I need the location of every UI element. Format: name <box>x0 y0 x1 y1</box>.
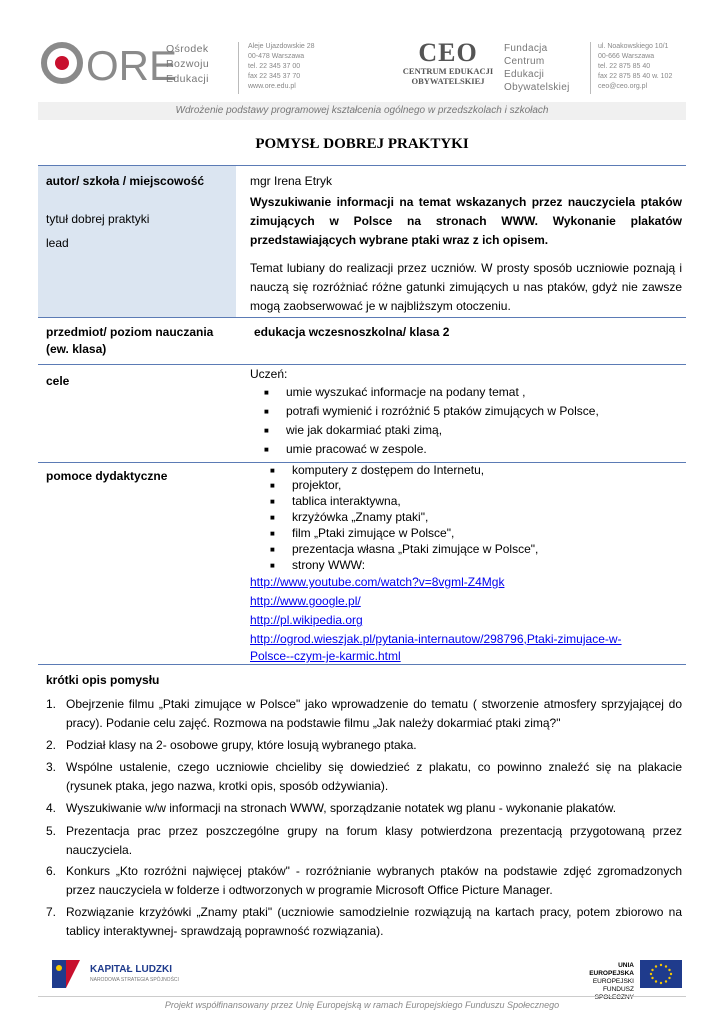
row-divider <box>38 364 686 365</box>
ore-logo <box>42 42 178 89</box>
ore-name: Ośrodek Rozwoju Edukacji <box>166 43 210 85</box>
list-item: ■ tablica interaktywna, <box>270 494 401 508</box>
link-wikipedia[interactable]: http://pl.wikipedia.org <box>250 613 363 627</box>
list-item: 7. Rozwiązanie krzyżówki „Znamy ptaki" (uczniowie samodzielnie rozwiązują na kartach pracy, potem zbiorowo na tablicy interaktywnej- sprawdzają poprawność rozwiązania). <box>46 905 682 938</box>
link-ogrod[interactable]: http://ogrod.wieszjak.pl/pytania-internautow/298796,Ptaki-zimujace-w- <box>250 632 622 646</box>
list-item: ■ projektor, <box>270 478 342 492</box>
ore-logo-letters: ORE <box>86 42 178 89</box>
list-item: ■ umie wyszukać informacje na podany temat , <box>264 385 526 399</box>
footer-divider <box>38 996 686 997</box>
fceo-address: ul. Noakowskiego 10/1 00-666 Warszawa tel. 22 875 85 40 fax 22 875 85 40 w. 102 ceo@ceo.org.pl <box>598 43 673 90</box>
list-item: ■ krzyżówka „Znamy ptaki", <box>270 510 429 524</box>
divider <box>590 42 591 94</box>
lead-label: lead <box>46 236 69 250</box>
letterhead <box>38 36 686 120</box>
list-item: ■ potrafi wymienić i rozróżnić 5 ptaków zimujących w Polsce, <box>264 404 599 418</box>
ceo-logo: CEO CENTRUM EDUKACJI OBYWATELSKIEJ <box>402 38 494 86</box>
divider <box>238 42 239 94</box>
cele-label: cele <box>46 374 70 388</box>
eu-flag-icon <box>640 960 682 988</box>
page-title: POMYSŁ DOBREJ PRAKTYKI <box>255 136 469 152</box>
row-divider <box>38 317 686 318</box>
row-divider <box>38 165 686 166</box>
list-item: ■ film „Ptaki zimujące w Polsce", <box>270 526 455 540</box>
ore-address: Aleje Ujazdowskie 28 00-478 Warszawa tel. 22 345 37 00 fax 22 345 37 70 www.ore.edu.pl <box>248 43 315 90</box>
list-item: 4. Wyszukiwanie w/w informacji na stronach WWW, sporządzanie notatek wg planu - wykonanie plakatów. <box>46 801 617 815</box>
list-item: ■ umie pracować w zespole. <box>264 442 427 456</box>
autor-value: mgr Irena Etryk <box>250 174 333 188</box>
list-item: ■ strony WWW: <box>270 558 366 572</box>
przedmiot-label: przedmiot/ poziom nauczania (ew. klasa) <box>46 325 214 356</box>
fceo-name: Fundacja Centrum Edukacji Obywatelskiej <box>504 43 570 93</box>
link-youtube[interactable]: http://www.youtube.com/watch?v=8vgml-Z4Mgk <box>250 575 505 589</box>
tytul-label: tytuł dobrej praktyki <box>46 212 150 226</box>
footer-note: Projekt współfinansowany przez Unię Europejską w ramach Europejskiego Funduszu Społecznego <box>164 1000 560 1010</box>
cele-intro: Uczeń: <box>250 367 288 381</box>
kl-sub: NARODOWA STRATEGIA SPÓJNOŚCI <box>90 977 179 983</box>
list-item: 1. Obejrzenie filmu „Ptaki zimujące w Polsce" jako wprowadzenie do tematu ( stworzenie atmosfery sprzyjającej do pracy). Podanie celu zajęć. Rozmowa na podstawie filmu „Jak należy dokarmiać ptaki zimą?" <box>46 697 682 730</box>
list-item: ■ komputery z dostępem do Internetu, <box>270 463 485 477</box>
link-ogrod-cont[interactable]: Polsce--czym-je-karmic.html <box>250 649 401 663</box>
autor-label: autor/ szkoła / miejscowość <box>46 174 205 188</box>
lead-value: Temat lubiany do realizacji przez uczniów. W prosty sposób uczniowie poznają i nauczą się rozróżniać różne gatunki zimujących u nas ptaków, gdyż nie zawsze mogą zaobserwować je w najbliższym otoczeniu. <box>250 261 682 313</box>
kl-title: KAPITAŁ LUDZKI <box>90 964 173 975</box>
pomoce-label: pomoce dydaktyczne <box>46 469 168 483</box>
kapital-ludzki-logo <box>46 956 86 992</box>
list-item: ■ wie jak dokarmiać ptaki zimą, <box>264 423 443 437</box>
link-google[interactable]: http://www.google.pl/ <box>250 594 361 608</box>
list-item: 5. Prezentacja prac przez poszczególne grupy na forum klasy potwierdzona prezentacją przygotowaną przez nauczyciela. <box>46 824 682 857</box>
list-item: 2. Podział klasy na 2- osobowe grupy, które losują wybranego ptaka. <box>46 738 417 752</box>
opis-label: krótki opis pomysłu <box>46 673 160 687</box>
tytul-value: Wyszukiwanie informacji na temat wskazanych przez nauczyciela ptaków zimujących w Polsce na stronach WWW. Wykonanie plakatów przedstawiających wybrane ptaki wraz z ich opisem. <box>250 195 682 247</box>
tagline: Wdrożenie podstawy programowej kształcenia ogólnego w przedszkolach i szkołach <box>38 102 686 120</box>
przedmiot-value: edukacja wczesnoszkolna/ klasa 2 <box>254 325 450 339</box>
footer <box>38 952 686 1018</box>
list-item: ■ prezentacja własna „Ptaki zimujące w Polsce", <box>270 542 539 556</box>
list-item: 6. Konkurs „Kto rozróżni najwięcej ptaków" - rozróżnianie wybranych ptaków na podstawie zdjęć zgromadzonych przez nauczyciela w folderze i odtworzonych w programie Microsoft Office Picture Manager. <box>46 864 682 897</box>
ue-text: UNIA EUROPEJSKA EUROPEJSKI FUNDUSZ SPOŁECZNY <box>589 962 634 1001</box>
list-item: 3. Wspólne ustalenie, czego uczniowie chcieliby się dowiedzieć z plakatu, co powinno znaleźć się na plakacie (rysunek ptaka, jego nazwa, krotki opis, sposób odżywiania). <box>46 760 682 793</box>
